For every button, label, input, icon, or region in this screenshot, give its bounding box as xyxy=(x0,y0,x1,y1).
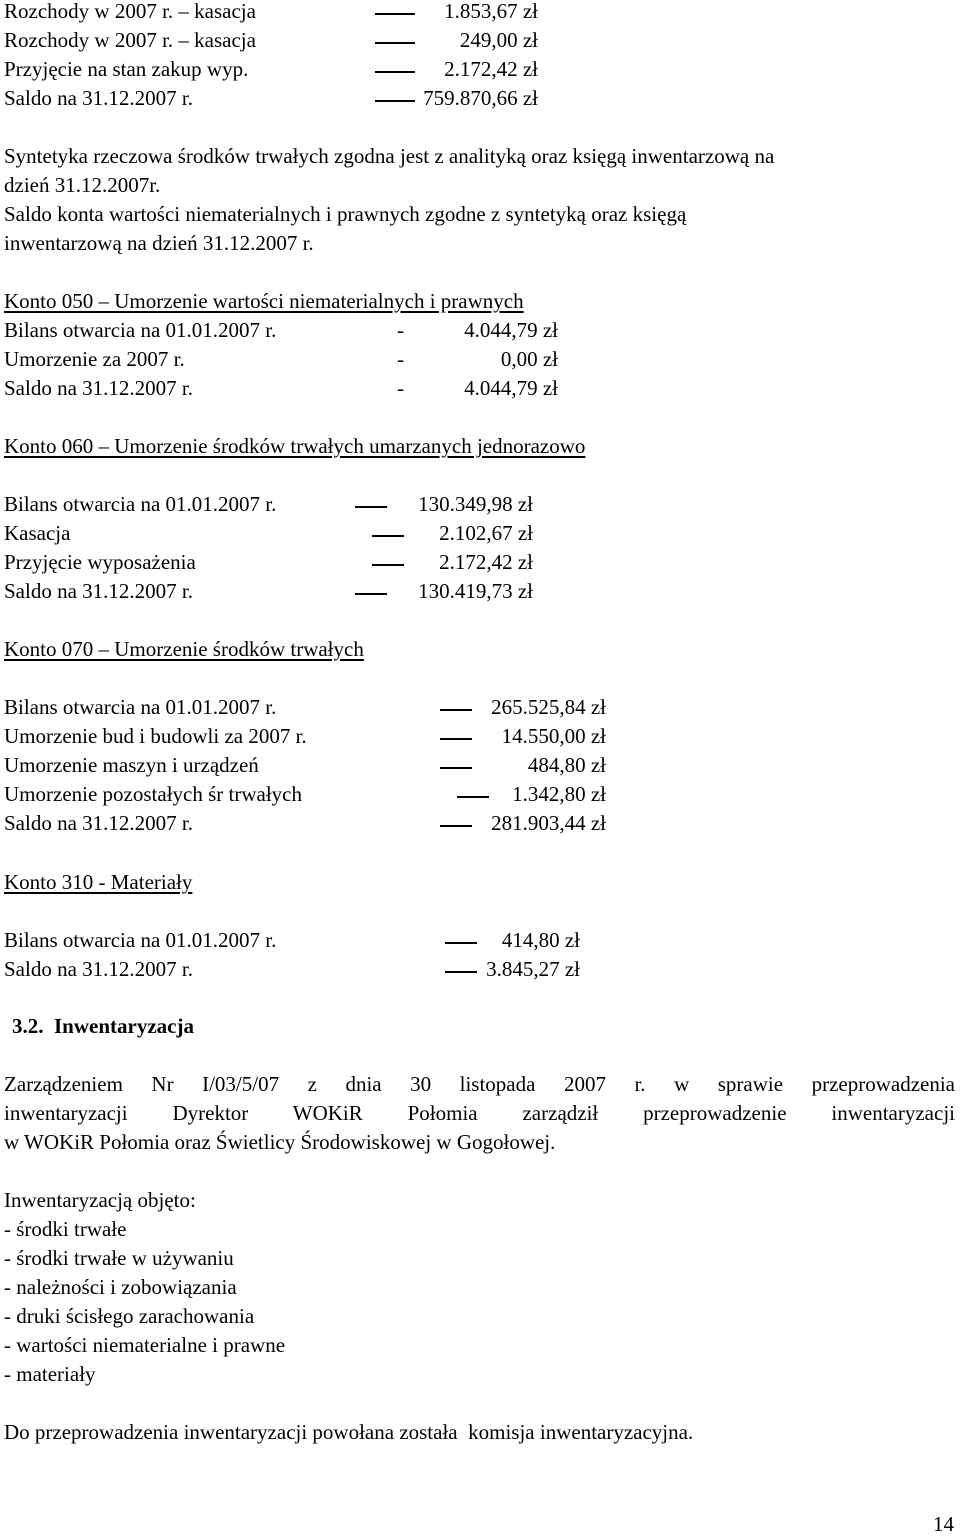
dash xyxy=(440,738,472,740)
top-entry-label: Rozchody w 2007 r. – kasacja xyxy=(4,0,256,23)
dash xyxy=(372,535,404,537)
konto-070-row-amount: 484,80 zł xyxy=(527,753,606,777)
konto-060-row-label: Przyjęcie wyposażenia xyxy=(4,550,196,574)
synthesis-line: dzień 31.12.2007r. xyxy=(4,173,161,197)
dash xyxy=(375,42,415,44)
konto-060-row-label: Saldo na 31.12.2007 r. xyxy=(4,579,193,603)
konto-310-row-label: Saldo na 31.12.2007 r. xyxy=(4,957,193,981)
section-title: Inwentaryzacja xyxy=(54,1014,194,1038)
synthesis-line: Syntetyka rzeczowa środków trwałych zgodna jest z analityką oraz księgą inwentarzową na xyxy=(4,144,775,168)
dash xyxy=(375,13,415,15)
konto-060-row-amount: 130.349,98 zł xyxy=(418,492,533,516)
konto-050-row-label: Saldo na 31.12.2007 r. xyxy=(4,376,193,400)
list-item: - wartości niematerialne i prawne xyxy=(4,1333,286,1357)
konto-050-row-amount: 4.044,79 zł xyxy=(464,376,558,400)
section-heading xyxy=(12,1013,194,1039)
konto-070-row-label: Saldo na 31.12.2007 r. xyxy=(4,811,193,835)
konto-060-row-amount: 2.172,42 zł xyxy=(439,550,533,574)
dash xyxy=(375,71,415,73)
konto-050-title: Konto 050 – Umorzenie wartości niematerialnych i prawnych xyxy=(4,289,524,313)
dash xyxy=(440,767,472,769)
konto-070-row-label: Umorzenie bud i budowli za 2007 r. xyxy=(4,724,307,748)
section-number: 3.2. xyxy=(12,1014,44,1038)
konto-050-row-label: Umorzenie za 2007 r. xyxy=(4,347,185,371)
dash xyxy=(355,593,387,595)
dash xyxy=(445,971,477,973)
konto-050-row-sep: - xyxy=(397,376,404,400)
konto-070-row-amount: 265.525,84 zł xyxy=(491,695,606,719)
konto-060-title: Konto 060 – Umorzenie środków trwałych umarzanych jednorazowo xyxy=(4,434,586,458)
dash xyxy=(375,100,415,102)
order-paragraph-line: w WOKiR Połomia oraz Świetlicy Środowiskowej w Gogołowej. xyxy=(4,1130,556,1154)
konto-070-row-amount: 1.342,80 zł xyxy=(512,782,606,806)
konto-050-row-sep: - xyxy=(397,347,404,371)
list-item: - należności i zobowiązania xyxy=(4,1275,237,1299)
konto-310-row-amount: 3.845,27 zł xyxy=(486,957,580,981)
konto-070-row-amount: 14.550,00 zł xyxy=(501,724,606,748)
top-entry-amount: 1.853,67 zł xyxy=(444,0,538,23)
konto-310-row-amount: 414,80 zł xyxy=(501,928,580,952)
konto-070-row-label: Umorzenie pozostałych śr trwałych xyxy=(4,782,302,806)
list-item: - materiały xyxy=(4,1362,96,1386)
list-item: - druki ścisłego zarachowania xyxy=(4,1304,255,1328)
top-entry-label: Rozchody w 2007 r. – kasacja xyxy=(4,28,256,52)
konto-070-row-label: Umorzenie maszyn i urządzeń xyxy=(4,753,259,777)
konto-070-row-amount: 281.903,44 zł xyxy=(491,811,606,835)
top-entry-label: Saldo na 31.12.2007 r. xyxy=(4,86,193,110)
konto-050-row-label: Bilans otwarcia na 01.01.2007 r. xyxy=(4,318,277,342)
konto-050-row-amount: 4.044,79 zł xyxy=(464,318,558,342)
top-entry-amount: 249,00 zł xyxy=(459,28,538,52)
dash xyxy=(445,942,477,944)
page-number: 14 xyxy=(933,1512,954,1536)
dash xyxy=(440,709,472,711)
list-item: - środki trwałe w używaniu xyxy=(4,1246,234,1270)
order-paragraph-line: Zarządzeniem Nr I/03/5/07 z dnia 30 listopada 2007 r. w sprawie przeprowadzenia xyxy=(4,1072,955,1096)
konto-060-row-label: Kasacja xyxy=(4,521,71,545)
konto-070-title: Konto 070 – Umorzenie środków trwałych xyxy=(4,637,364,661)
konto-310-title: Konto 310 - Materiały xyxy=(4,870,193,894)
top-entry-amount: 759.870,66 zł xyxy=(423,86,538,110)
konto-050-row-amount: 0,00 zł xyxy=(500,347,558,371)
konto-310-row-label: Bilans otwarcia na 01.01.2007 r. xyxy=(4,928,277,952)
list-item: - środki trwałe xyxy=(4,1217,127,1241)
synthesis-line: inwentarzową na dzień 31.12.2007 r. xyxy=(4,231,314,255)
dash xyxy=(355,506,387,508)
dash xyxy=(457,796,489,798)
konto-070-row-label: Bilans otwarcia na 01.01.2007 r. xyxy=(4,695,277,719)
konto-060-row-amount: 130.419,73 zł xyxy=(418,579,533,603)
konto-060-row-label: Bilans otwarcia na 01.01.2007 r. xyxy=(4,492,277,516)
konto-050-row-sep: - xyxy=(397,318,404,342)
synthesis-line: Saldo konta wartości niematerialnych i prawnych zgodne z syntetyką oraz księgą xyxy=(4,202,687,226)
top-entry-label: Przyjęcie na stan zakup wyp. xyxy=(4,57,249,81)
dash xyxy=(372,564,404,566)
top-entry-amount: 2.172,42 zł xyxy=(444,57,538,81)
order-paragraph-line: inwentaryzacji Dyrektor WOKiR Połomia zarządził przeprowadzenie inwentaryzacji xyxy=(4,1101,955,1125)
dash xyxy=(440,825,472,827)
committee-sentence: Do przeprowadzenia inwentaryzacji powołana została komisja inwentaryzacyjna. xyxy=(4,1420,694,1444)
konto-060-row-amount: 2.102,67 zł xyxy=(439,521,533,545)
scope-intro: Inwentaryzacją objęto: xyxy=(4,1188,196,1212)
